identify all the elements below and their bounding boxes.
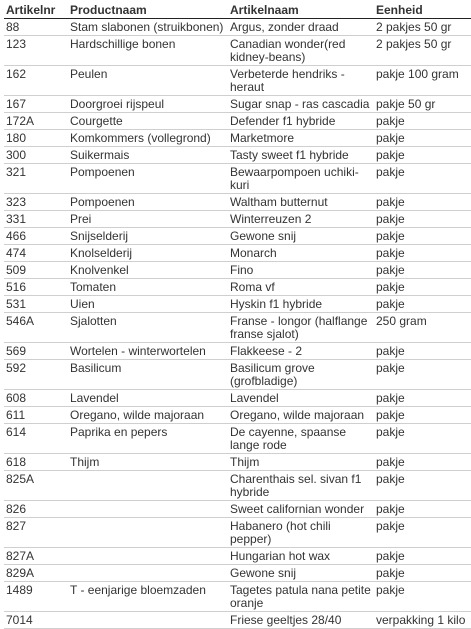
cell-artikelnaam: Waltham butternut bbox=[228, 194, 374, 211]
table-header bbox=[4, 2, 471, 19]
cell-artikelnaam: Marketmore bbox=[228, 130, 374, 147]
cell-artikelnr: 618 bbox=[4, 454, 68, 471]
table-row bbox=[4, 147, 471, 164]
cell-artikelnr: 323 bbox=[4, 194, 68, 211]
cell-artikelnaam: Roma vf bbox=[228, 279, 374, 296]
cell-productnaam: Peulen bbox=[68, 66, 228, 96]
cell-productnaam: Stam slabonen (struikbonen) bbox=[68, 19, 228, 36]
cell-artikelnr: 546A bbox=[4, 313, 68, 343]
cell-eenheid: pakje bbox=[374, 582, 471, 612]
cell-artikelnaam: Sweet californian wonder bbox=[228, 501, 374, 518]
cell-artikelnr: 321 bbox=[4, 164, 68, 194]
cell-artikelnaam: Hyskin f1 hybride bbox=[228, 296, 374, 313]
cell-artikelnr: 825A bbox=[4, 471, 68, 501]
cell-eenheid: pakje bbox=[374, 296, 471, 313]
header-row bbox=[4, 2, 471, 19]
cell-productnaam: Komkommers (vollegrond) bbox=[68, 130, 228, 147]
cell-eenheid: pakje bbox=[374, 245, 471, 262]
cell-artikelnaam: Flakkeese - 2 bbox=[228, 343, 374, 360]
cell-artikelnaam: Gewone snij bbox=[228, 565, 374, 582]
cell-artikelnaam: Tasty sweet f1 hybride bbox=[228, 147, 374, 164]
cell-productnaam: T - eenjarige bloemzaden bbox=[68, 582, 228, 612]
cell-eenheid: pakje bbox=[374, 147, 471, 164]
cell-eenheid: 2 pakjes 50 gr bbox=[374, 36, 471, 66]
cell-productnaam bbox=[68, 548, 228, 565]
cell-eenheid: pakje 50 gr bbox=[374, 96, 471, 113]
cell-eenheid: pakje bbox=[374, 548, 471, 565]
table-row bbox=[4, 518, 471, 548]
cell-productnaam: Thijm bbox=[68, 454, 228, 471]
cell-artikelnaam: Charenthais sel. sivan f1 hybride bbox=[228, 471, 374, 501]
cell-productnaam: Pompoenen bbox=[68, 194, 228, 211]
cell-artikelnaam: Habanero (hot chili pepper) bbox=[228, 518, 374, 548]
cell-eenheid: 250 gram bbox=[374, 313, 471, 343]
cell-artikelnaam: De cayenne, spaanse lange rode bbox=[228, 424, 374, 454]
cell-productnaam: Suikermais bbox=[68, 147, 228, 164]
table-row bbox=[4, 164, 471, 194]
cell-eenheid: pakje bbox=[374, 130, 471, 147]
cell-eenheid: pakje bbox=[374, 262, 471, 279]
cell-eenheid: pakje bbox=[374, 194, 471, 211]
cell-eenheid: pakje 100 gram bbox=[374, 66, 471, 96]
cell-eenheid: pakje bbox=[374, 279, 471, 296]
table-row bbox=[4, 360, 471, 390]
table-row bbox=[4, 245, 471, 262]
cell-artikelnr: 827A bbox=[4, 548, 68, 565]
cell-productnaam: Hardschillige bonen bbox=[68, 36, 228, 66]
cell-artikelnr: 466 bbox=[4, 228, 68, 245]
cell-artikelnr: 172A bbox=[4, 113, 68, 130]
table-row bbox=[4, 424, 471, 454]
table-row bbox=[4, 407, 471, 424]
cell-artikelnaam: Friese geeltjes 28/40 bbox=[228, 612, 374, 629]
table-row bbox=[4, 454, 471, 471]
cell-artikelnr: 7014 bbox=[4, 612, 68, 629]
cell-eenheid: 2 pakjes 50 gr bbox=[374, 19, 471, 36]
table-row bbox=[4, 19, 471, 36]
header-eenheid: Eenheid bbox=[374, 2, 471, 19]
cell-productnaam: Paprika en pepers bbox=[68, 424, 228, 454]
table-row bbox=[4, 36, 471, 66]
cell-eenheid: pakje bbox=[374, 424, 471, 454]
cell-artikelnaam: Monarch bbox=[228, 245, 374, 262]
cell-artikelnr: 531 bbox=[4, 296, 68, 313]
table-row bbox=[4, 130, 471, 147]
table-row bbox=[4, 228, 471, 245]
cell-artikelnr: 180 bbox=[4, 130, 68, 147]
cell-productnaam: Tomaten bbox=[68, 279, 228, 296]
cell-productnaam: Wortelen - winterwortelen bbox=[68, 343, 228, 360]
table-row bbox=[4, 612, 471, 629]
cell-eenheid: pakje bbox=[374, 211, 471, 228]
table-row bbox=[4, 279, 471, 296]
table-row bbox=[4, 548, 471, 565]
cell-productnaam: Sjalotten bbox=[68, 313, 228, 343]
cell-artikelnr: 826 bbox=[4, 501, 68, 518]
cell-eenheid: pakje bbox=[374, 390, 471, 407]
cell-artikelnaam: Hungarian hot wax bbox=[228, 548, 374, 565]
cell-artikelnr: 162 bbox=[4, 66, 68, 96]
cell-artikelnaam: Fino bbox=[228, 262, 374, 279]
cell-productnaam: Snijselderij bbox=[68, 228, 228, 245]
cell-artikelnr: 123 bbox=[4, 36, 68, 66]
cell-artikelnr: 827 bbox=[4, 518, 68, 548]
cell-artikelnr: 516 bbox=[4, 279, 68, 296]
cell-artikelnr: 474 bbox=[4, 245, 68, 262]
cell-artikelnaam: Franse - longor (halflange franse sjalot) bbox=[228, 313, 374, 343]
cell-artikelnaam: Oregano, wilde majoraan bbox=[228, 407, 374, 424]
table-row bbox=[4, 565, 471, 582]
cell-eenheid: pakje bbox=[374, 164, 471, 194]
cell-artikelnr: 608 bbox=[4, 390, 68, 407]
cell-eenheid: pakje bbox=[374, 343, 471, 360]
table-row bbox=[4, 96, 471, 113]
cell-artikelnr: 569 bbox=[4, 343, 68, 360]
table-row bbox=[4, 471, 471, 501]
cell-artikelnr: 829A bbox=[4, 565, 68, 582]
cell-artikelnaam: Gewone snij bbox=[228, 228, 374, 245]
cell-artikelnaam: Lavendel bbox=[228, 390, 374, 407]
header-artikelnr: Artikelnr bbox=[4, 2, 68, 19]
table-row bbox=[4, 313, 471, 343]
cell-eenheid: pakje bbox=[374, 501, 471, 518]
cell-productnaam bbox=[68, 501, 228, 518]
cell-artikelnr: 300 bbox=[4, 147, 68, 164]
cell-eenheid: pakje bbox=[374, 454, 471, 471]
cell-artikelnaam: Tagetes patula nana petite oranje bbox=[228, 582, 374, 612]
table-row bbox=[4, 390, 471, 407]
cell-artikelnaam: Thijm bbox=[228, 454, 374, 471]
cell-artikelnaam: Verbeterde hendriks - heraut bbox=[228, 66, 374, 96]
cell-productnaam: Basilicum bbox=[68, 360, 228, 390]
table-row bbox=[4, 211, 471, 228]
cell-productnaam: Lavendel bbox=[68, 390, 228, 407]
cell-productnaam: Pompoenen bbox=[68, 164, 228, 194]
cell-productnaam: Doorgroei rijspeul bbox=[68, 96, 228, 113]
cell-productnaam bbox=[68, 471, 228, 501]
cell-artikelnr: 1489 bbox=[4, 582, 68, 612]
table-row bbox=[4, 113, 471, 130]
cell-eenheid: pakje bbox=[374, 565, 471, 582]
cell-artikelnr: 592 bbox=[4, 360, 68, 390]
table-row bbox=[4, 501, 471, 518]
cell-productnaam bbox=[68, 612, 228, 629]
cell-artikelnr: 167 bbox=[4, 96, 68, 113]
table-row bbox=[4, 262, 471, 279]
cell-artikelnr: 88 bbox=[4, 19, 68, 36]
product-table bbox=[4, 2, 471, 629]
cell-productnaam bbox=[68, 565, 228, 582]
cell-eenheid: pakje bbox=[374, 471, 471, 501]
cell-productnaam: Courgette bbox=[68, 113, 228, 130]
cell-eenheid: pakje bbox=[374, 360, 471, 390]
cell-artikelnaam: Winterreuzen 2 bbox=[228, 211, 374, 228]
cell-productnaam bbox=[68, 518, 228, 548]
cell-eenheid: pakje bbox=[374, 113, 471, 130]
cell-productnaam: Knolvenkel bbox=[68, 262, 228, 279]
cell-eenheid: pakje bbox=[374, 407, 471, 424]
table-row bbox=[4, 582, 471, 612]
table-row bbox=[4, 66, 471, 96]
table-row bbox=[4, 194, 471, 211]
table-body bbox=[4, 19, 471, 629]
cell-productnaam: Prei bbox=[68, 211, 228, 228]
cell-artikelnaam: Defender f1 hybride bbox=[228, 113, 374, 130]
cell-artikelnr: 614 bbox=[4, 424, 68, 454]
cell-artikelnaam: Bewaarpompoen uchiki-kuri bbox=[228, 164, 374, 194]
cell-productnaam: Knolselderij bbox=[68, 245, 228, 262]
cell-artikelnaam: Sugar snap - ras cascadia bbox=[228, 96, 374, 113]
cell-artikelnr: 331 bbox=[4, 211, 68, 228]
table-row bbox=[4, 343, 471, 360]
cell-eenheid: pakje bbox=[374, 228, 471, 245]
cell-artikelnr: 611 bbox=[4, 407, 68, 424]
cell-productnaam: Uien bbox=[68, 296, 228, 313]
cell-artikelnaam: Basilicum grove (grofbladige) bbox=[228, 360, 374, 390]
header-artikelnaam: Artikelnaam bbox=[228, 2, 374, 19]
cell-artikelnaam: Canadian wonder(red kidney-beans) bbox=[228, 36, 374, 66]
cell-eenheid: pakje bbox=[374, 518, 471, 548]
cell-artikelnr: 509 bbox=[4, 262, 68, 279]
table-row bbox=[4, 296, 471, 313]
cell-artikelnaam: Argus, zonder draad bbox=[228, 19, 374, 36]
cell-productnaam: Oregano, wilde majoraan bbox=[68, 407, 228, 424]
cell-eenheid: verpakking 1 kilo bbox=[374, 612, 471, 629]
header-productnaam: Productnaam bbox=[68, 2, 228, 19]
